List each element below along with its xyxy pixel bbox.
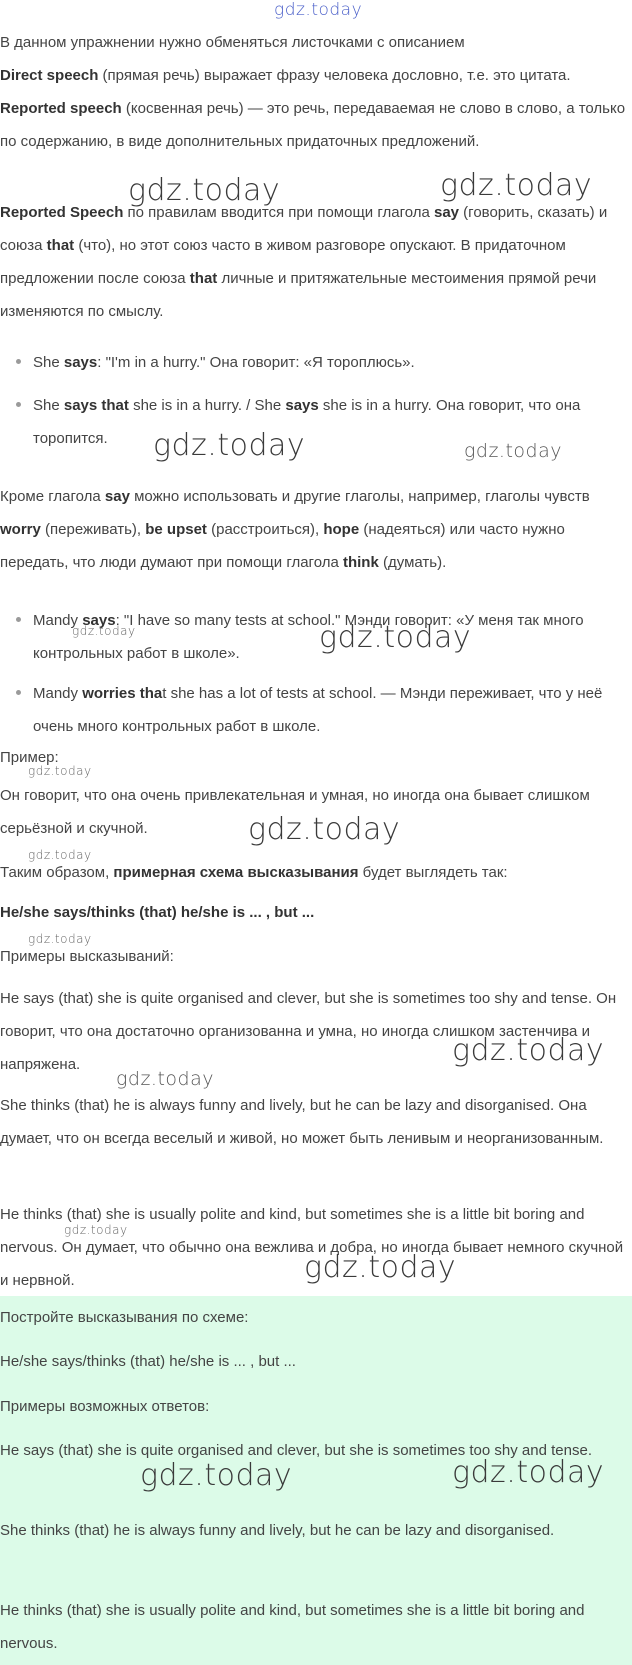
- li2-a: She: [33, 397, 64, 414]
- example-3: He thinks (that) she is usually polite and kind, but sometimes she is a little bit boring and nervous. Он думает, что обычно она вежлива и добра, но иногда бывает немного скучной и нервной.: [0, 1206, 624, 1289]
- p3-c: (переживать),: [40, 521, 146, 538]
- li3-a: Mandy: [33, 612, 83, 629]
- examples-label: Примеры высказываний:: [0, 948, 174, 965]
- term-say: say: [433, 204, 460, 221]
- watermark-text: gdz.today: [274, 0, 363, 20]
- bullet-icon: [16, 617, 21, 622]
- li2-d: says: [285, 397, 319, 414]
- intro-paragraph-2: [0, 196, 630, 328]
- term-hope: hope: [323, 521, 360, 538]
- watermark-text: gdz.today: [116, 1068, 214, 1090]
- p2-text-a: по правилам вводится при помощи глагола: [123, 204, 434, 221]
- bullet-icon: [16, 690, 21, 695]
- scheme-a: Таким образом,: [0, 864, 114, 881]
- example-label: Пример:: [0, 749, 59, 766]
- answer-scheme: He/she says/thinks (that) he/she is ... , but ...: [0, 1353, 296, 1370]
- scheme: [0, 896, 630, 929]
- watermark-text: gdz.today: [464, 440, 562, 462]
- scheme-bold: He/she says/thinks (that) he/she is ... , but ...: [0, 904, 315, 921]
- term-say-2: say: [104, 488, 130, 505]
- term-that: that: [46, 237, 75, 254]
- answer-2: She thinks (that) he is always funny and lively, but he can be lazy and disorganised.: [0, 1522, 555, 1539]
- intro-lead: В данном упражнении нужно обменяться листочками с описанием: [0, 34, 465, 51]
- intro-text-2: (косвенная речь) — это речь, передаваемая не слово в слово, а только по содержанию, в виде дополнительных придаточных предложений.: [0, 100, 626, 150]
- p3-b: можно использовать и другие глаголы, например, глаголы чувств: [129, 488, 590, 505]
- watermark-text: gdz.today: [248, 812, 401, 847]
- p3-a: Кроме глагола: [0, 488, 105, 505]
- list-item: [33, 346, 613, 379]
- p2-text-c: (что), но этот союз часто в живом разговоре опускают. В придаточном предложении после союза: [0, 237, 566, 287]
- li1-a: She: [33, 354, 64, 371]
- li2-e: she is in a hurry. Она говорит, что она торопится.: [33, 397, 581, 447]
- p3-f: (думать).: [378, 554, 447, 571]
- p3-e: (надеяться) или часто нужно передать, что люди думают при помощи глагола: [0, 521, 565, 571]
- term-be-upset: be upset: [145, 521, 207, 538]
- answer-1: He says (that) she is quite organised and clever, but she is sometimes too shy and tense.: [0, 1442, 592, 1459]
- watermark-text: gdz.today: [28, 764, 92, 778]
- watermark-text: gdz.today: [304, 1250, 457, 1285]
- intro-paragraph-1: [0, 26, 630, 158]
- answers-label: Примеры возможных ответов:: [0, 1398, 210, 1415]
- term-that-2: that: [189, 270, 218, 287]
- term-worry: worry: [0, 521, 41, 538]
- watermark-text: gdz.today: [28, 932, 92, 946]
- bullet-icon: [16, 402, 21, 407]
- list-item: [33, 677, 613, 743]
- answer-3: He thinks (that) she is usually polite and kind, but sometimes she is a little bit boring and nervous.: [0, 1602, 585, 1652]
- scheme-intro: [0, 856, 630, 889]
- li1-c: : "I'm in a hurry." Она говорит: «Я тороплюсь».: [97, 354, 415, 371]
- watermark-text: gdz.today: [128, 173, 281, 208]
- term-direct-speech: Direct speech: [0, 67, 99, 84]
- example-text: Он говорит, что она очень привлекательная и умная, но иногда она бывает слишком серьёзной и скучной.: [0, 787, 590, 837]
- watermark-text: gdz.today: [319, 620, 472, 655]
- li2-b: says that: [63, 397, 129, 414]
- example-2: She thinks (that) he is always funny and lively, but he can be lazy and disorganised. Она думает, что он всегда веселый и живой, но может быть ленивым и неорганизованным.: [0, 1097, 604, 1147]
- p2-text-b: (говорить, сказать) и союза: [0, 204, 608, 254]
- watermark-text: gdz.today: [140, 1458, 293, 1493]
- term-reported-speech: Reported speech: [0, 100, 122, 117]
- li4-c: t she has a lot of tests at school. — Мэнди переживает, что у неё очень много контрольных работ в школе.: [33, 685, 603, 735]
- term-reported-speech-2: Reported Speech: [0, 204, 124, 221]
- li1-b: says: [63, 354, 98, 371]
- scheme-c: будет выглядеть так:: [358, 864, 508, 881]
- watermark-text: gdz.today: [153, 428, 306, 463]
- watermark-text: gdz.today: [28, 848, 92, 862]
- example-1: He says (that) she is quite organised and clever, but she is sometimes too shy and tense. Он говорит, что она достаточно организованна и умна, но иногда слишком застенчива и напряжена.: [0, 990, 617, 1073]
- watermark-text: gdz.today: [64, 1223, 128, 1237]
- watermark-text: gdz.today: [452, 1033, 605, 1068]
- verbs-paragraph: [0, 480, 630, 579]
- task-text: Постройте высказывания по схеме:: [0, 1309, 249, 1326]
- intro-text-1: (прямая речь) выражает фразу человека дословно, т.е. это цитата.: [98, 67, 571, 84]
- li4-a: Mandy: [33, 685, 83, 702]
- scheme-b: примерная схема высказывания: [113, 864, 359, 881]
- term-think: think: [342, 554, 379, 571]
- watermark-text: gdz.today: [452, 1455, 605, 1490]
- watermark-text: gdz.today: [72, 624, 136, 638]
- watermark-text: gdz.today: [440, 168, 593, 203]
- bullet-icon: [16, 359, 21, 364]
- li3-b: says: [82, 612, 116, 629]
- p2-text-d: личные и притяжательные местоимения прямой речи изменяются по смыслу.: [0, 270, 597, 320]
- li4-b: worries tha: [82, 685, 163, 702]
- p3-d: (расстроиться),: [206, 521, 324, 538]
- li3-c: : "I have so many tests at school." Мэнди говорит: «У меня так много контрольных работ в школе».: [33, 612, 584, 662]
- li2-c: she is in a hurry. / She: [128, 397, 286, 414]
